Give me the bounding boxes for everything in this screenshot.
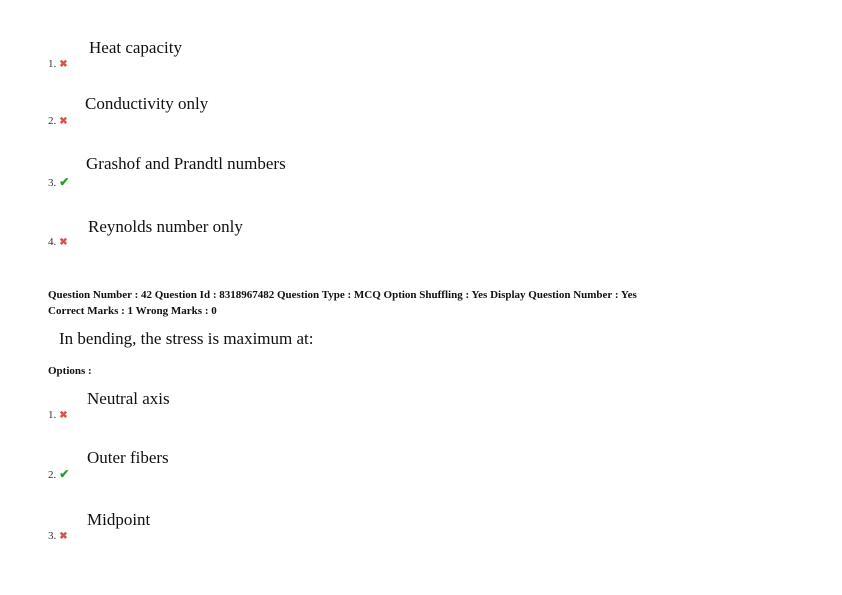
- option-number: [48, 175, 69, 190]
- option-number: [48, 467, 69, 482]
- option-text: Neutral axis: [87, 389, 170, 408]
- question-text: In bending, the stress is maximum at:: [59, 329, 314, 348]
- check-icon: ✔: [59, 467, 70, 481]
- option-text: Reynolds number only: [88, 217, 243, 236]
- cross-icon: ✖: [59, 116, 68, 127]
- option-number-label: 1.: [48, 409, 57, 421]
- cross-icon: ✖: [59, 531, 68, 542]
- option-text: Grashof and Prandtl numbers: [86, 154, 286, 173]
- option-text: Heat capacity: [89, 38, 182, 57]
- check-icon: ✔: [59, 175, 70, 189]
- option-text: Midpoint: [87, 510, 151, 529]
- option-number-label: 3.: [48, 530, 57, 542]
- option-number: [48, 58, 68, 70]
- option-text: Conductivity only: [85, 94, 209, 113]
- option-number-label: 3.: [48, 177, 57, 189]
- cross-icon: ✖: [59, 237, 68, 248]
- option-number-label: 1.: [48, 58, 57, 70]
- option-text: Outer fibers: [87, 448, 169, 467]
- option-number: [48, 236, 68, 248]
- option-number: [48, 115, 68, 127]
- option-number: [48, 409, 68, 421]
- option-number-label: 4.: [48, 236, 57, 248]
- option-number-label: 2.: [48, 115, 57, 127]
- option-number-label: 2.: [48, 469, 57, 481]
- cross-icon: ✖: [59, 59, 68, 70]
- question-meta: Question Number : 42 Question Id : 8318967482 Question Type : MCQ Option Shuffling : Yes Display Question Number : Yes: [48, 289, 637, 301]
- question-marks: Correct Marks : 1 Wrong Marks : 0: [48, 305, 217, 317]
- cross-icon: ✖: [59, 410, 68, 421]
- option-number: [48, 530, 68, 542]
- options-label: Options :: [48, 365, 92, 377]
